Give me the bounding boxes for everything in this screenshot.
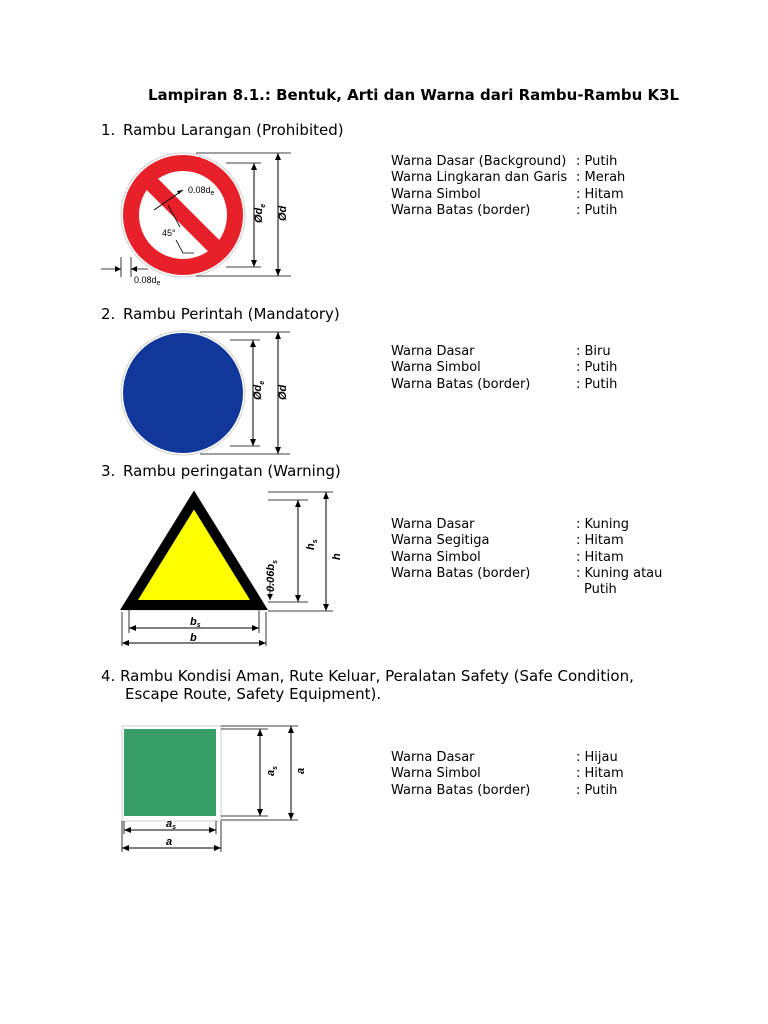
- section-1-properties: [391, 154, 625, 219]
- property-row: Warna Segitiga : Hitam: [391, 533, 624, 549]
- property-row: Warna Dasar (Background) : Putih: [391, 154, 618, 169]
- safe-as-horizontal-label: as: [166, 818, 177, 831]
- property-row: Warna Dasar : Kuning: [391, 517, 629, 532]
- safe-condition-sign-diagram: [118, 722, 318, 857]
- warning-hs-label: $h_s$: [305, 539, 319, 550]
- section-2-heading: [101, 305, 340, 323]
- property-row: Warna Simbol : Hitam: [391, 186, 624, 202]
- property-row: Putih: [584, 582, 617, 598]
- safe-sign-field: [124, 729, 216, 816]
- safe-a-vertical-label: a: [295, 767, 307, 774]
- warning-sign-diagram: [118, 488, 348, 653]
- property-row: Warna Dasar : Biru: [391, 344, 611, 359]
- prohibited-outer-diameter-label: Ød: [277, 205, 289, 221]
- section-4-heading: [101, 667, 634, 703]
- safe-a-horizontal-label: a: [166, 836, 173, 848]
- section-1-number: 1.: [101, 121, 116, 139]
- section-2-properties: [391, 344, 617, 393]
- mandatory-outer-diameter-label: Ød: [277, 384, 289, 400]
- property-row: Warna Simbol : Hitam: [391, 549, 624, 565]
- section-4-properties: [391, 750, 624, 799]
- mandatory-sign-disc: [123, 333, 243, 453]
- property-row: Warna Batas (border) : Putih: [391, 202, 618, 218]
- mandatory-inner-diameter-label: $Ød_e$: [252, 380, 266, 400]
- warning-stroke-label: $0.06b_s$: [265, 559, 279, 592]
- safe-as-vertical-label: $a_s$: [265, 765, 279, 776]
- prohibited-angle-label: 45°: [162, 228, 176, 238]
- prohibited-sign-diagram: [96, 145, 296, 290]
- prohibited-bottom-stroke-label: $0.08d_e$: [134, 275, 161, 287]
- property-row: Warna Batas (border) : Putih: [391, 376, 618, 392]
- section-2-title: Rambu Perintah (Mandatory): [123, 305, 340, 323]
- section-4-number: 4.: [101, 667, 116, 685]
- property-row: Warna Dasar : Hijau: [391, 750, 618, 765]
- mandatory-sign-diagram: [100, 330, 300, 460]
- section-1-title: Rambu Larangan (Prohibited): [123, 121, 344, 139]
- section-4-title-line1: Rambu Kondisi Aman, Rute Keluar, Peralatan Safety (Safe Condition,: [120, 667, 634, 685]
- property-row: Warna Simbol : Hitam: [391, 766, 624, 782]
- section-4-title-line2: Escape Route, Safety Equipment).: [125, 685, 382, 703]
- section-3-number: 3.: [101, 462, 116, 480]
- warning-h-label: h: [331, 553, 343, 560]
- prohibited-stroke-label: $0.08d_e$: [188, 185, 215, 197]
- section-3-title: Rambu peringatan (Warning): [123, 462, 341, 480]
- page-title: Lampiran 8.1.: Bentuk, Arti dan Warna dari Rambu-Rambu K3L: [148, 86, 680, 104]
- section-3-properties: [391, 517, 662, 598]
- warning-b-label: b: [190, 632, 197, 644]
- property-row: Warna Lingkaran dan Garis : Merah: [391, 170, 626, 186]
- prohibited-inner-diameter-label: $Ød_e$: [253, 203, 267, 223]
- section-2-number: 2.: [101, 305, 116, 323]
- section-3-heading: [101, 462, 341, 480]
- property-row: Warna Batas (border) : Putih: [391, 782, 618, 798]
- warning-bs-label: bs: [190, 616, 201, 629]
- property-row: Warna Batas (border) : Kuning atau: [391, 565, 663, 581]
- property-row: Warna Simbol : Putih: [391, 360, 618, 376]
- section-1-heading: [101, 121, 344, 139]
